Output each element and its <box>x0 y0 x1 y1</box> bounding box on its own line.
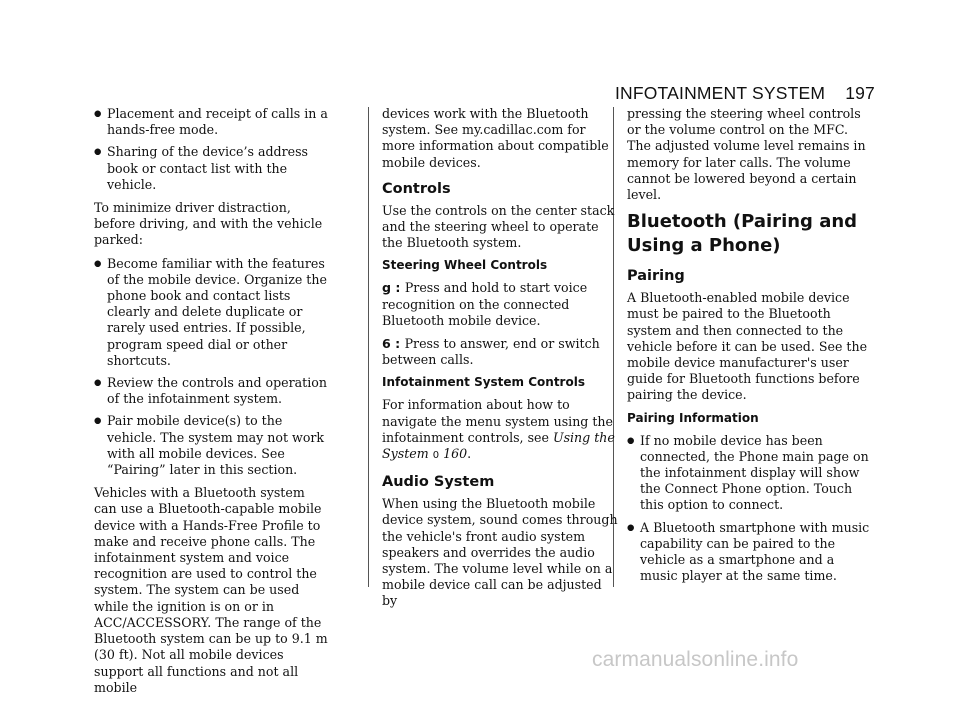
paragraph: pressing the steering wheel controls or the volume control on the MFC. The adjusted volume level remains in memory for later calls. The volume cannot be lowered beyond a certain level. <box>627 106 866 203</box>
paragraph: Vehicles with a Bluetooth system can use a Bluetooth-capable mobile device with a Hands-Free Profile to make and receive phone calls. The infotainment system and voice recognition are used to control the system. The system can be used while the ignition is on or in ACC/ACCESSORY. The range of the Bluetooth system can be up to 9.1 m (30 ft). Not all mobile devices support all functions and not all mobile <box>94 485 328 695</box>
phone-icon: 6 : <box>382 336 405 352</box>
heading-audio-system: Audio System <box>382 474 495 491</box>
paragraph: devices work with the Bluetooth system. See my.cadillac.com for more information about compatible mobile devices. <box>382 106 609 170</box>
page-reference-icon: 0 <box>432 450 440 462</box>
watermark: carmanualsonline.info <box>592 648 799 671</box>
page-number: 197 <box>845 83 875 103</box>
list-item: ● Placement and receipt of calls in a hands-free mode. <box>94 106 330 138</box>
heading-pairing-information: Pairing Information <box>627 410 759 425</box>
paragraph: When using the Bluetooth mobile device system, sound comes through the vehicle's front audio system speakers and overrides the audio system. The volume level while on a mobile device call can be adjusted by <box>382 496 618 609</box>
list-item: ● Become familiar with the features of the mobile device. Organize the phone book and contact lists clearly and delete duplicate or rarely used entries. If possible, program speed dial or other shortcuts. <box>94 256 330 369</box>
bullet-list <box>94 106 330 193</box>
heading-controls: Controls <box>382 180 451 197</box>
list-item: ● Review the controls and operation of the infotainment system. <box>94 375 330 407</box>
paragraph: A Bluetooth-enabled mobile device must be paired to the Bluetooth system and then connected to the vehicle before it can be used. See the mobile device manufacturer's user guide for Bluetooth functions before pairing the device. <box>627 290 868 403</box>
bullet-list <box>627 433 873 585</box>
column-1 <box>94 106 330 703</box>
list-item: ● Sharing of the device’s address book or contact list with the vehicle. <box>94 144 330 193</box>
heading-steering-wheel-controls: Steering Wheel Controls <box>382 258 548 273</box>
list-item: ● Pair mobile device(s) to the vehicle. The system may not work with all mobile devices. See “Pairing” later in this section. <box>94 413 330 478</box>
phone-control-description: 6 : Press to answer, end or switch between calls. <box>382 336 600 368</box>
heading-bluetooth: Bluetooth (Pairing and Using a Phone) <box>627 211 858 257</box>
column-2 <box>382 106 618 617</box>
heading-infotainment-system-controls: Infotainment System Controls <box>382 375 585 390</box>
section-title: INFOTAINMENT SYSTEM <box>614 83 826 103</box>
paragraph: To minimize driver distraction, before driving, and with the vehicle parked: <box>94 200 323 248</box>
page-header <box>0 83 875 104</box>
cross-reference-page[interactable]: 160 <box>443 446 468 462</box>
list-item: ● If no mobile device has been connected, the Phone main page on the infotainment display will show the Connect Phone option. Touch this option to connect. <box>627 433 873 514</box>
voice-control-description: g : Press and hold to start voice recognition on the connected Bluetooth mobile device. <box>382 280 588 328</box>
cross-reference-link[interactable]: Using the System <box>382 429 615 462</box>
heading-pairing: Pairing <box>627 268 685 285</box>
column-divider <box>368 107 369 587</box>
list-item: ● A Bluetooth smartphone with music capability can be paired to the vehicle as a smartphone and a music player at the same time. <box>627 520 873 585</box>
bullet-list <box>94 256 330 479</box>
paragraph: Use the controls on the center stack and the steering wheel to operate the Bluetooth system. <box>382 202 615 251</box>
column-3 <box>627 106 873 591</box>
voice-recognition-icon: g : <box>382 280 405 296</box>
paragraph: For information about how to navigate the menu system using the infotainment controls, see Using the System 0 160. <box>382 397 615 462</box>
